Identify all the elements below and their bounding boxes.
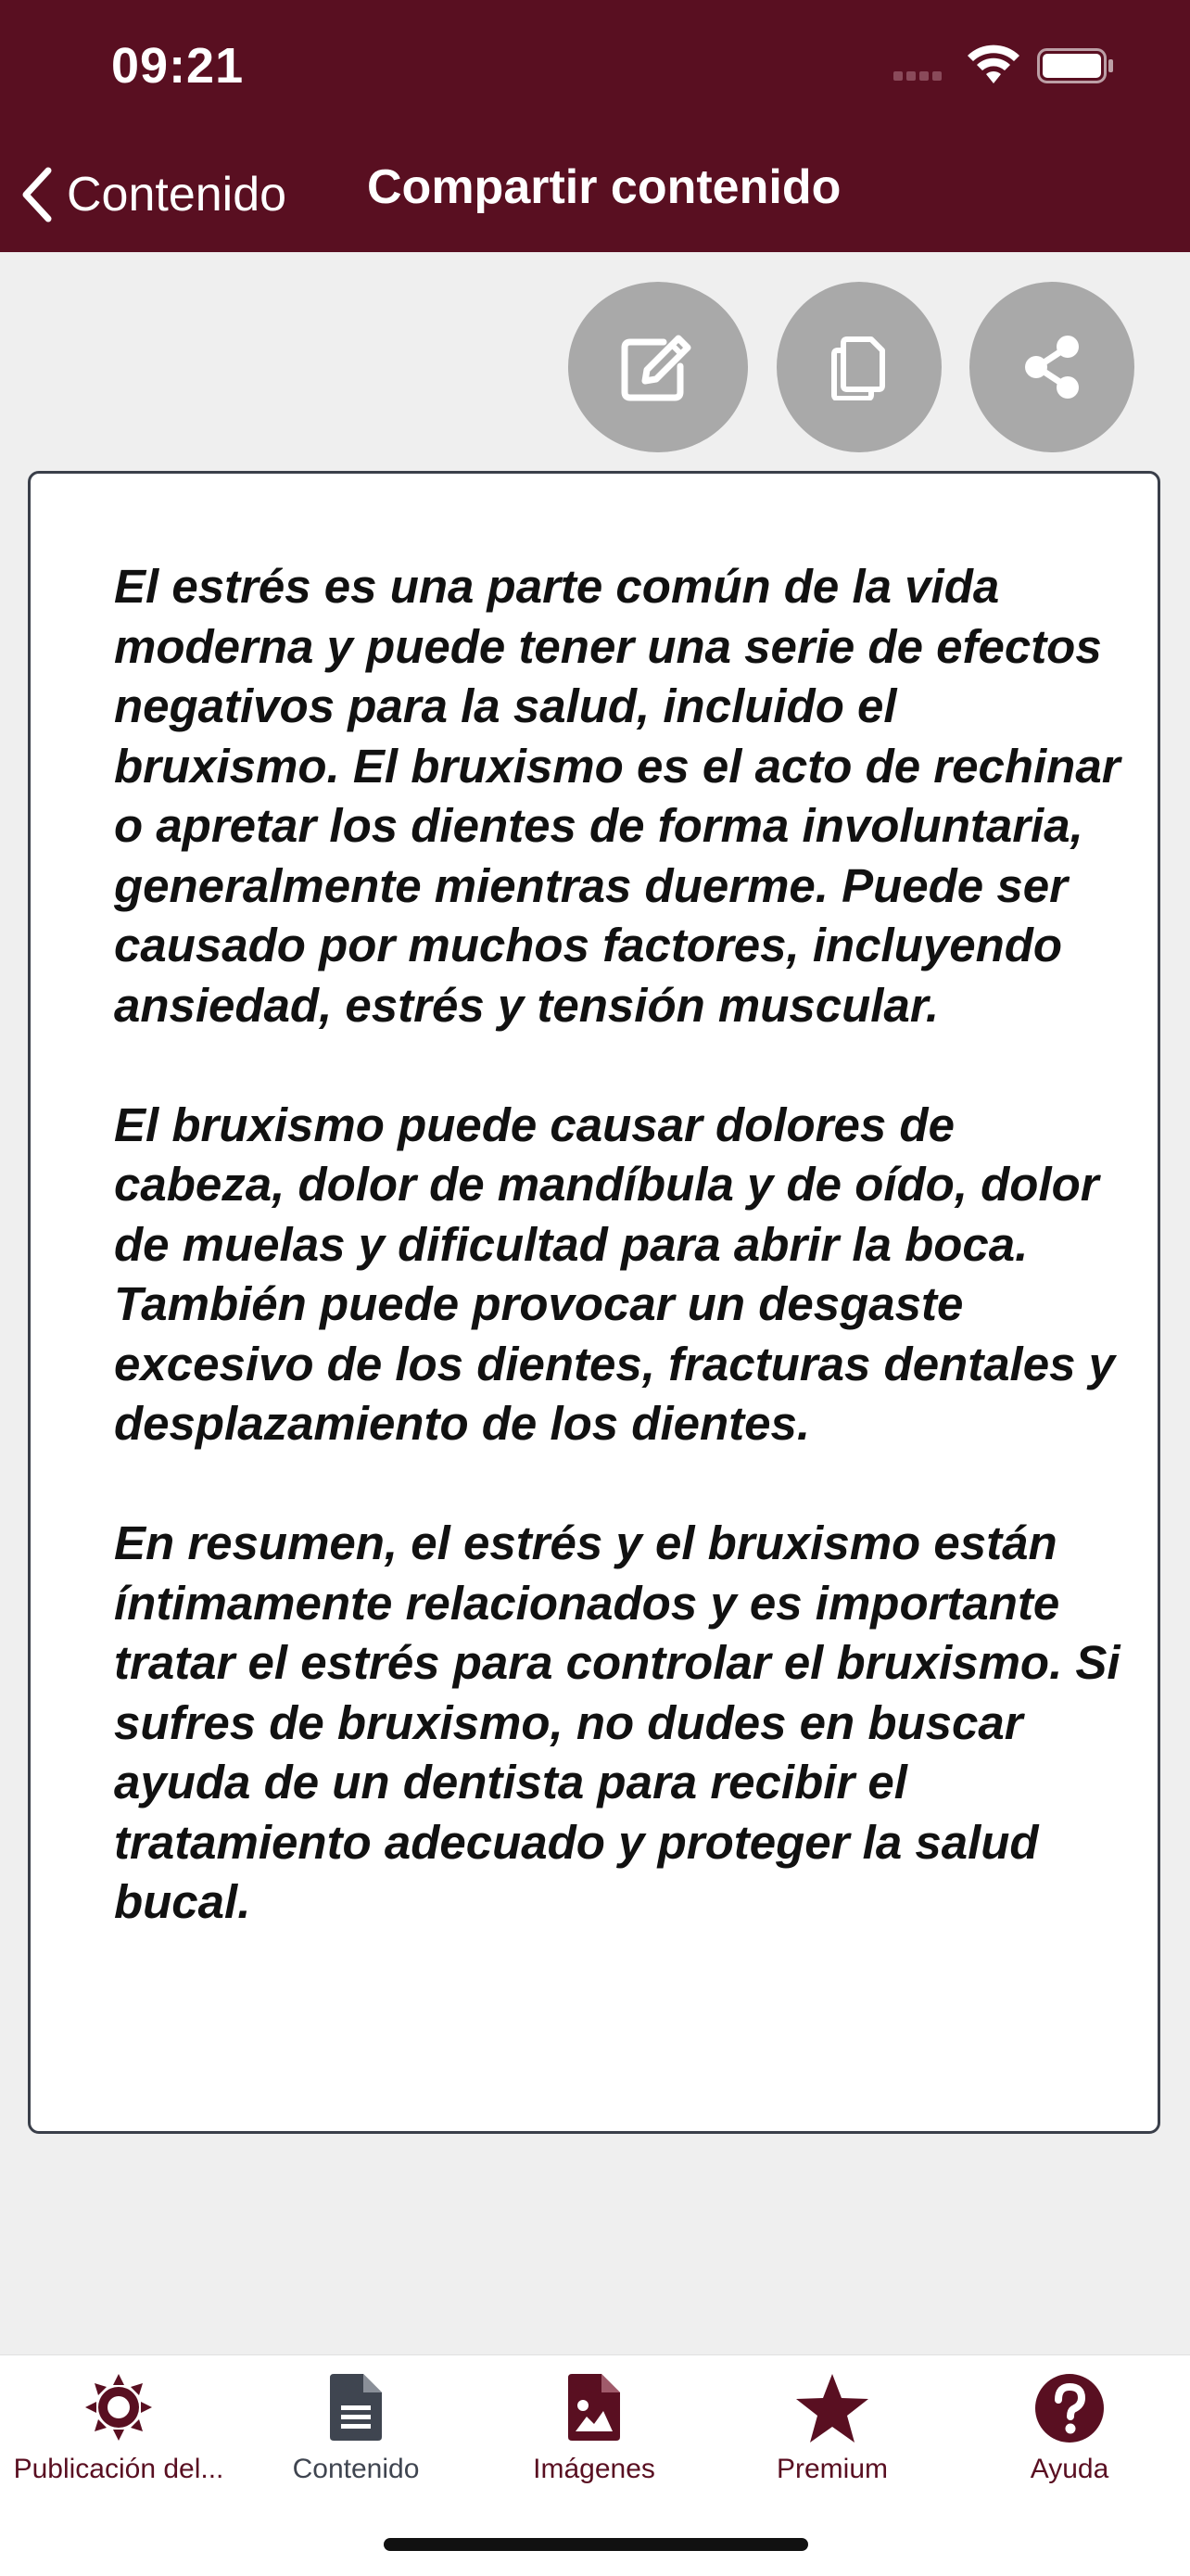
share-icon bbox=[1022, 335, 1082, 400]
tab-label: Contenido bbox=[292, 2454, 420, 2484]
edit-icon bbox=[621, 333, 695, 401]
help-icon bbox=[1033, 2372, 1106, 2444]
tab-publicacion[interactable] bbox=[0, 2355, 237, 2494]
tab-ayuda[interactable] bbox=[951, 2355, 1188, 2494]
copy-icon bbox=[830, 334, 888, 400]
image-file-icon bbox=[566, 2372, 622, 2443]
tab-label: Imágenes bbox=[533, 2454, 655, 2484]
tab-imagenes[interactable] bbox=[475, 2355, 713, 2494]
content-text bbox=[114, 557, 1124, 1992]
back-button[interactable] bbox=[19, 158, 286, 232]
status-icons bbox=[893, 43, 1116, 89]
status-time: 09:21 bbox=[111, 38, 245, 94]
content-paragraph: El estrés es una parte común de la vida moderna y puede tener una serie de efectos negativos para la salud, incluido el bruxismo. El bruxismo es el acto de rechinar o apretar los dientes de forma involuntaria, generalmente mientras duerme. Puede ser causado por muchos factores, incluyendo ansiedad, estrés y tensión muscular. bbox=[114, 560, 1120, 1032]
battery-icon bbox=[1037, 48, 1115, 83]
tab-label: Premium bbox=[776, 2454, 888, 2484]
share-button[interactable] bbox=[969, 282, 1134, 452]
sun-icon bbox=[83, 2372, 154, 2443]
back-button-label: Contenido bbox=[67, 168, 287, 222]
header-bar bbox=[0, 0, 1190, 252]
document-icon bbox=[328, 2372, 384, 2443]
copy-button[interactable] bbox=[777, 282, 942, 452]
home-indicator[interactable] bbox=[384, 2538, 808, 2551]
tab-contenido[interactable] bbox=[237, 2355, 475, 2494]
chevron-left-icon bbox=[19, 166, 54, 223]
content-card bbox=[28, 471, 1160, 2134]
tab-label: Ayuda bbox=[1030, 2454, 1109, 2484]
tab-label: Publicación del... bbox=[13, 2454, 224, 2484]
wifi-icon bbox=[966, 43, 1021, 87]
content-paragraph: El bruxismo puede causar dolores de cabeza, dolor de mandíbula y de oído, dolor de muelas y dificultad para abrir la boca. También puede provocar un desgaste excesivo de los dientes, fracturas dentales y desplazamiento de los dientes. bbox=[114, 1098, 1115, 1450]
edit-button[interactable] bbox=[568, 282, 748, 452]
star-icon bbox=[794, 2372, 870, 2444]
tab-premium[interactable] bbox=[714, 2355, 951, 2494]
page-title: Compartir contenido bbox=[367, 160, 842, 214]
cellular-signal-icon bbox=[893, 69, 949, 82]
content-paragraph: En resumen, el estrés y el bruxismo están íntimamente relacionados y es importante tratar el estrés para controlar el bruxismo. Si sufres de bruxismo, no dudes en buscar ayuda de un dentista para recibir el tratamiento adecuado y proteger la salud bucal. bbox=[114, 1516, 1120, 1928]
